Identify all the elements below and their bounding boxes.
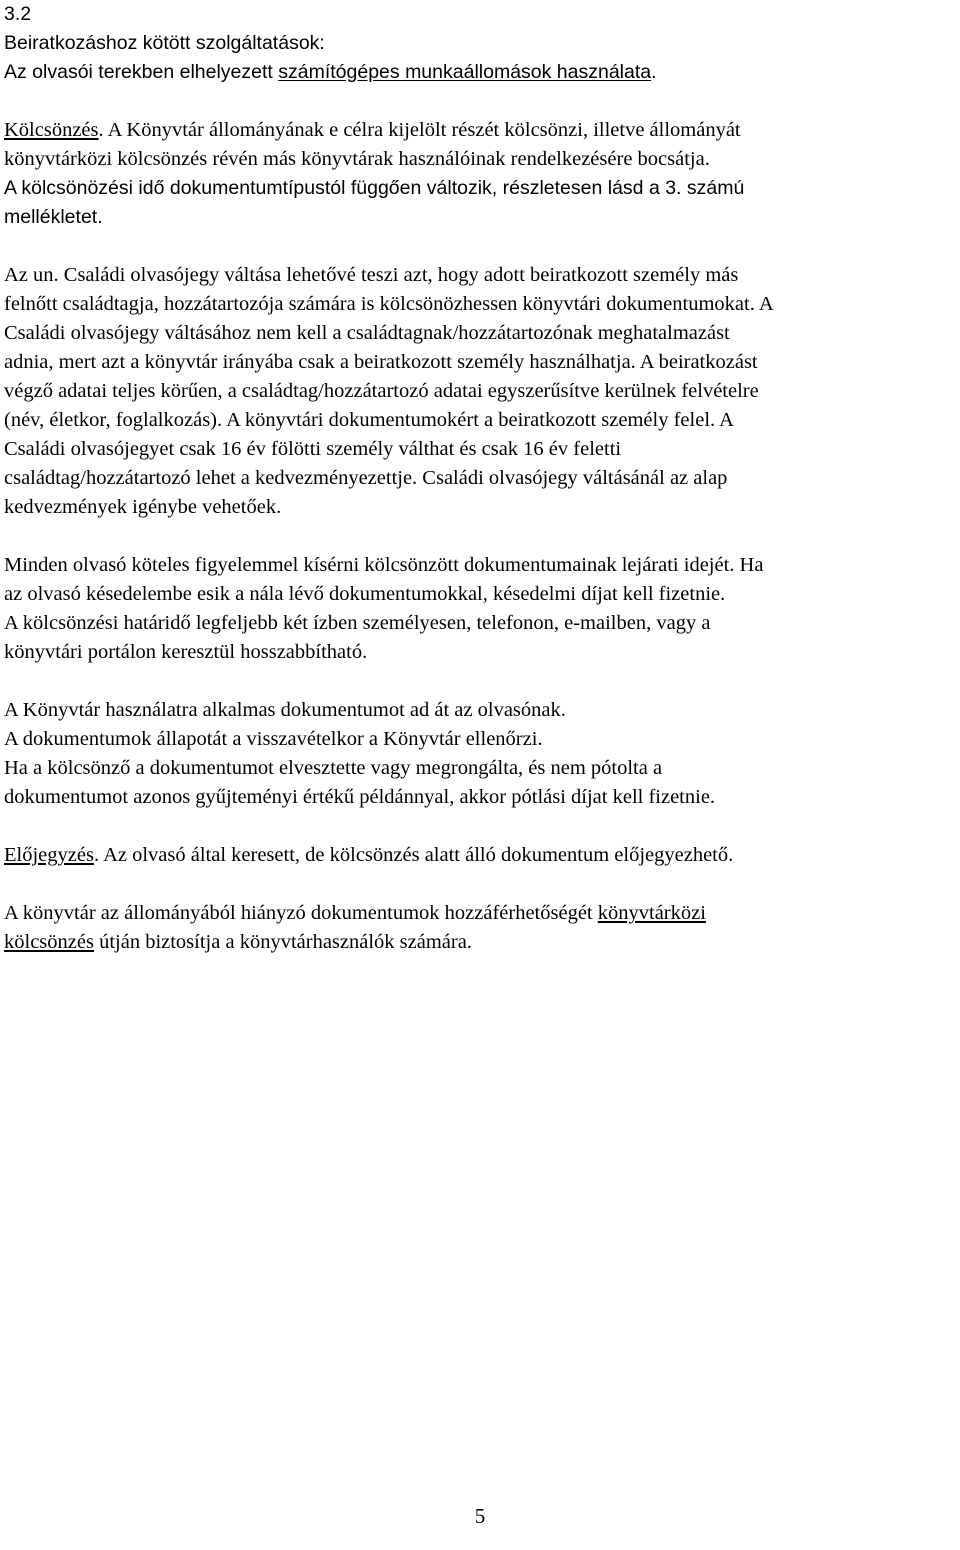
lending-line-1 [4, 116, 956, 145]
handover-paragraph [4, 696, 956, 812]
section-heading: Beiratkozáshoz kötött szolgáltatások: [4, 32, 325, 54]
due-date-line: Minden olvasó köteles figyelemmel kísérni kölcsönzött dokumentumainak lejárati idejét. Ha [4, 554, 764, 576]
interlibrary-line-1 [4, 899, 956, 928]
family-card-paragraph [4, 261, 956, 522]
interlibrary-text-2: útján biztosítja a könyvtárhasználók számára. [93, 931, 472, 953]
page-number: 5 [474, 1504, 486, 1528]
lending-link[interactable]: Kölcsönzés [4, 119, 99, 141]
family-card-line: családtag/hozzátartozó lehet a kedvezményezettje. Családi olvasójegy váltásánál az alap [4, 467, 728, 489]
due-date-paragraph [4, 551, 956, 667]
paragraph-gap [4, 667, 956, 696]
lending-paragraph [4, 116, 956, 232]
handover-line: Ha a kölcsönző a dokumentumot elvesztette vagy megrongálta, és nem pótolta a [4, 757, 663, 779]
handover-line: A dokumentumok állapotát a visszavételkor a Könyvtár ellenőrzi. [4, 728, 543, 750]
reservation-link[interactable]: Előjegyzés [4, 844, 94, 866]
handover-line: dokumentumot azonos gyűjteményi értékű példánnyal, akkor pótlási díjat kell fizetnie. [4, 786, 716, 808]
intro-prefix: Az olvasói terekben elhelyezett [4, 61, 279, 83]
interlibrary-link-part-1[interactable]: könyvtárközi [597, 902, 706, 924]
family-card-line: (név, életkor, foglalkozás). A könyvtári dokumentumokért a beiratkozott személy felel. A [4, 409, 734, 431]
paragraph-gap [4, 232, 956, 261]
document-page [4, 0, 956, 957]
lending-line-2: könyvtárközi kölcsönzés révén más könyvtárak használóinak rendelkezésére bocsátja. [4, 148, 710, 170]
due-date-line: A kölcsönzési határidő legfeljebb két ízben személyesen, telefonon, e-mailben, vagy a [4, 612, 711, 634]
reservation-paragraph [4, 841, 956, 870]
handover-line: A Könyvtár használatra alkalmas dokumentumot ad át az olvasónak. [4, 699, 566, 721]
paragraph-gap [4, 522, 956, 551]
family-card-line: Családi olvasójegyet csak 16 év fölötti személy válthat és csak 16 év feletti [4, 438, 622, 460]
family-card-line: kedvezmények igénybe vehetőek. [4, 496, 282, 518]
paragraph-gap [4, 870, 956, 899]
family-card-line: felnőtt családtagja, hozzátartozója számára is kölcsönözhessen könyvtári dokumentumokat. A [4, 293, 774, 315]
paragraph-gap [4, 87, 956, 116]
interlibrary-line-2 [4, 928, 956, 957]
due-date-line: könyvtári portálon keresztül hosszabbítható. [4, 641, 368, 663]
family-card-line: végző adatai teljes körűen, a családtag/hozzátartozó adatai egyszerűsítve kerülnek felvételre [4, 380, 759, 402]
interlibrary-paragraph [4, 899, 956, 957]
paragraph-gap [4, 812, 956, 841]
intro-suffix: . [651, 61, 657, 83]
reservation-text: . Az olvasó által keresett, de kölcsönzés alatt álló dokumentum előjegyezhető. [93, 844, 734, 866]
family-card-line: adnia, mert azt a könyvtár irányába csak a beiratkozott személy használhatja. A beiratkozást [4, 351, 758, 373]
interlibrary-link-part-2[interactable]: kölcsönzés [4, 931, 94, 953]
family-card-line: Az un. Családi olvasójegy váltása lehetővé teszi azt, hogy adott beiratkozott személy más [4, 264, 739, 286]
reservation-line [4, 841, 956, 870]
lending-line-4: mellékletet. [4, 206, 103, 228]
due-date-line: az olvasó késedelembe esik a nála lévő dokumentumokkal, késedelmi díjat kell fizetnie. [4, 583, 726, 605]
section-header [4, 0, 956, 87]
interlibrary-text-1: A könyvtár az állományából hiányzó dokumentumok hozzáférhetőségét [4, 902, 598, 924]
family-card-line: Családi olvasójegy váltásához nem kell a családtagnak/hozzátartozónak meghatalmazást [4, 322, 730, 344]
lending-line-1-text: . A Könyvtár állományának e célra kijelölt részét kölcsönzi, illetve állományát [98, 119, 741, 141]
section-number: 3.2 [4, 3, 32, 25]
workstation-link[interactable]: számítógépes munkaállomások használata [278, 61, 652, 83]
lending-line-3: A kölcsönözési idő dokumentumtípustól függően változik, részletesen lásd a 3. számú [4, 177, 745, 199]
intro-line [4, 58, 956, 87]
